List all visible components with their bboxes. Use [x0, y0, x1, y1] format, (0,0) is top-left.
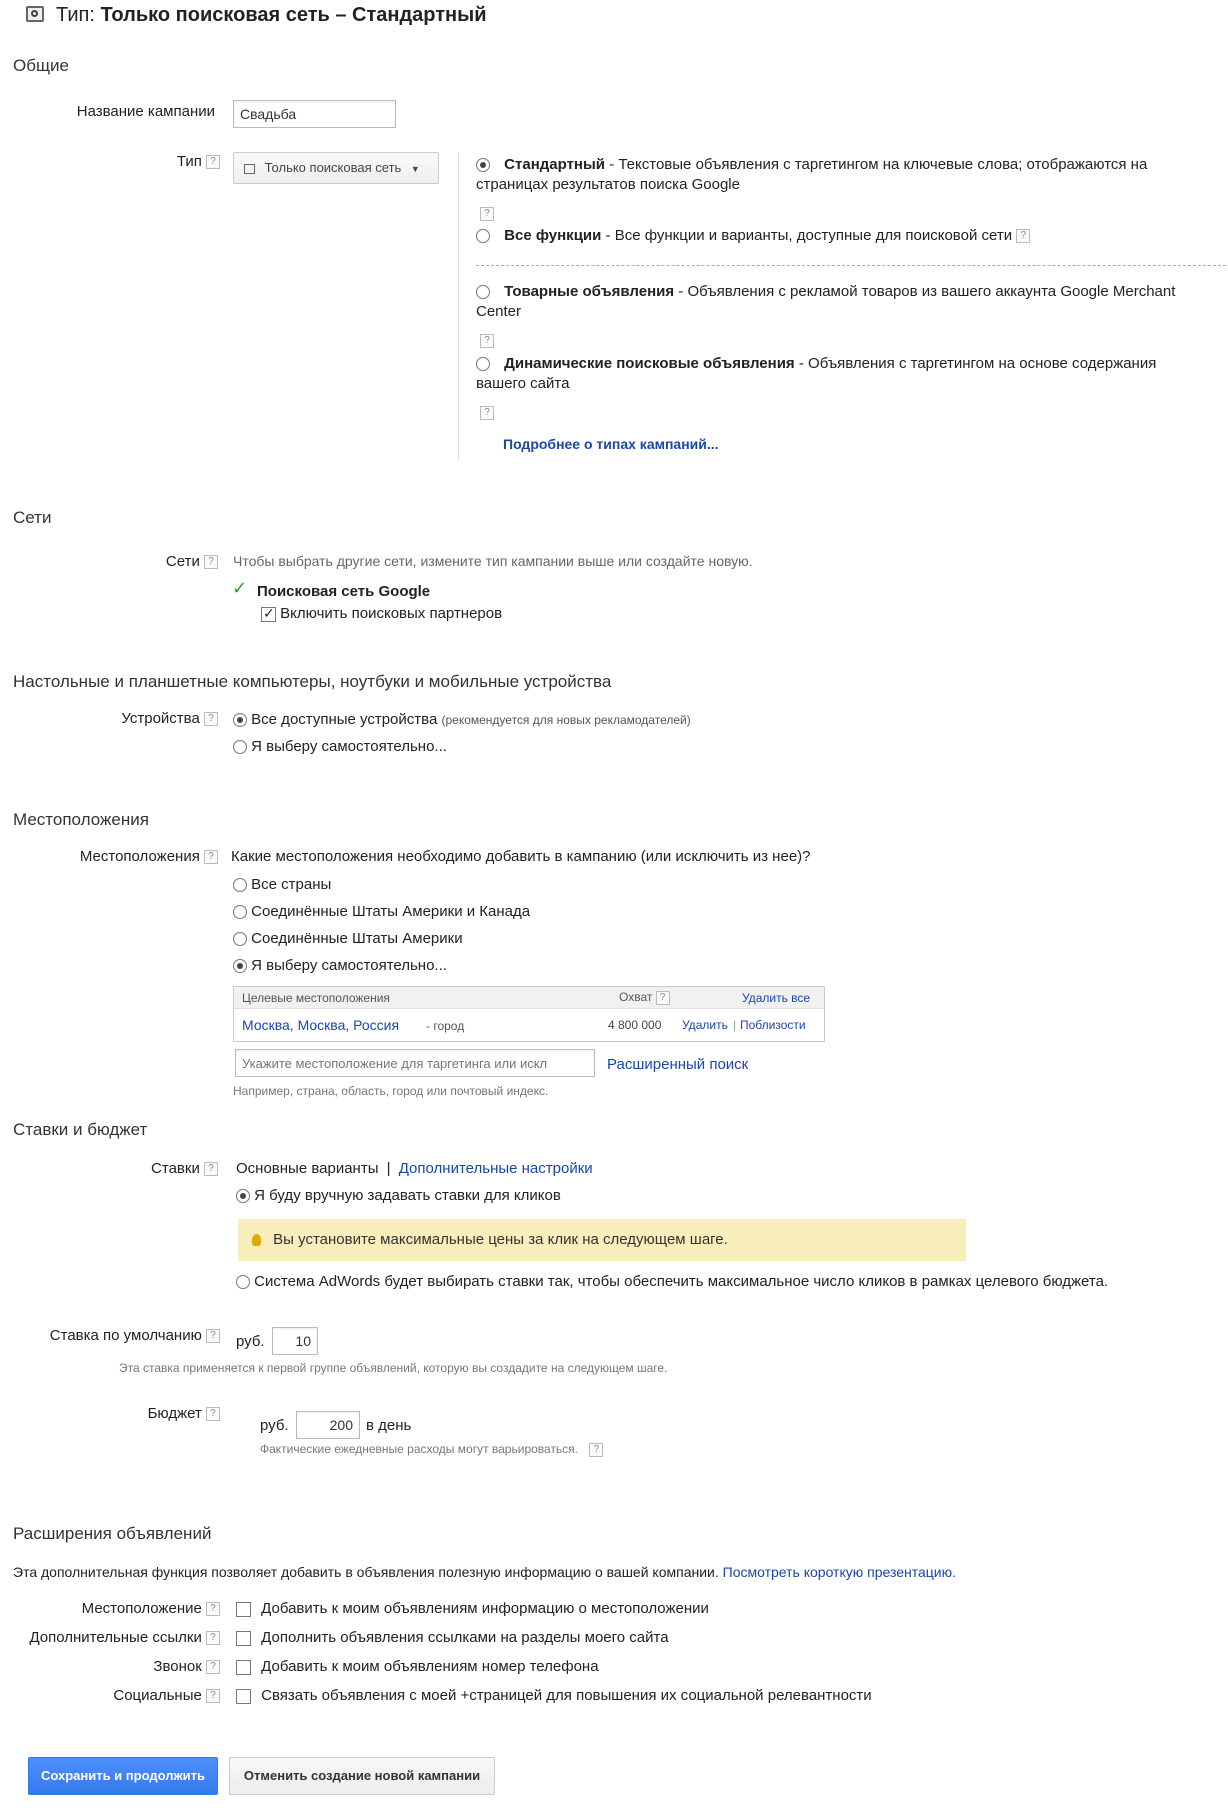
include-partners-checkbox[interactable]	[261, 607, 276, 622]
bid-mode-separator: |	[386, 1160, 391, 1177]
bid-option-manual-label: Я буду вручную задавать ставки для кликов	[254, 1187, 561, 1204]
bids-label-text: Ставки	[151, 1160, 200, 1177]
location-option-label: Соединённые Штаты Америки	[251, 930, 463, 947]
location-reach: 4 800 000	[608, 1018, 662, 1032]
devices-option-all-label: Все доступные устройства	[251, 711, 438, 728]
campaign-name-input[interactable]	[233, 100, 396, 128]
section-title-devices: Настольные и планшетные компьютеры, ноутбуки и мобильные устройства	[13, 672, 612, 691]
type-option-shopping-title: Товарные объявления	[504, 283, 675, 300]
default-bid-input[interactable]	[272, 1327, 318, 1355]
advanced-search-link[interactable]: Расширенный поиск	[607, 1056, 749, 1073]
extension-checkbox-location[interactable]	[236, 1602, 251, 1617]
section-title-locations: Местоположения	[13, 810, 149, 829]
table-header	[234, 987, 824, 1009]
networks-label	[130, 553, 218, 570]
help-icon[interactable]: ?	[206, 1660, 220, 1674]
page-title-prefix: Тип:	[56, 4, 95, 26]
budget-note	[260, 1442, 603, 1457]
extensions-intro-text: Эта дополнительная функция позволяет добавить в объявления полезную информацию о вашей компании.	[13, 1564, 719, 1580]
search-network-icon	[244, 164, 255, 174]
type-option-all-title: Все функции	[504, 227, 602, 244]
col-reach-text: Охват	[619, 990, 653, 1004]
col-reach	[619, 990, 670, 1005]
type-option-standard-desc2: страницах результатов поиска Google	[476, 176, 740, 193]
budget-currency: руб.	[260, 1417, 289, 1434]
extension-checkbox-sitelinks[interactable]	[236, 1631, 251, 1646]
locations-label	[50, 848, 218, 865]
type-option-standard[interactable]	[476, 155, 1147, 195]
help-icon[interactable]: ?	[204, 1162, 218, 1176]
type-option-shopping-desc: - Объявления с рекламой товаров из вашего аккаунта Google Merchant	[678, 283, 1176, 300]
help-icon[interactable]: ?	[206, 1689, 220, 1703]
section-title-general: Общие	[13, 56, 69, 75]
extension-text: Дополнить объявления ссылками на разделы моего сайта	[261, 1629, 669, 1646]
type-options-dashed-divider	[476, 265, 1226, 266]
type-option-all-desc: - Все функции и варианты, доступные для поисковой сети	[605, 227, 1013, 244]
help-icon[interactable]: ?	[206, 1602, 220, 1616]
budget-per-day: в день	[366, 1417, 412, 1434]
help-icon[interactable]: ?	[656, 991, 670, 1005]
location-example-hint: Например, страна, область, город или почтовый индекс.	[233, 1084, 549, 1098]
extension-text: Добавить к моим объявлениям информацию о местоположении	[261, 1600, 709, 1617]
bid-tip-banner	[238, 1219, 966, 1261]
extension-checkbox-social[interactable]	[236, 1689, 251, 1704]
help-icon[interactable]: ?	[206, 1631, 220, 1645]
location-option-label: Все страны	[251, 876, 332, 893]
devices-option-self-label: Я выберу самостоятельно...	[251, 738, 447, 755]
radio-dynamic[interactable]	[476, 357, 490, 371]
type-option-dynamic-title: Динамические поисковые объявления	[504, 355, 795, 372]
target-locations-table	[233, 986, 825, 1042]
bid-mode-advanced-link[interactable]: Дополнительные настройки	[398, 1160, 593, 1177]
type-options-divider	[458, 152, 459, 460]
section-title-bidding: Ставки и бюджет	[13, 1120, 148, 1139]
radio-location[interactable]	[233, 905, 247, 919]
type-option-all[interactable]	[476, 227, 1030, 244]
type-option-standard-desc: - Текстовые объявления с таргетингом на ключевые слова; отображаются на	[609, 156, 1148, 173]
campaign-name-label: Название кампании	[76, 103, 215, 120]
extension-option-location[interactable]	[236, 1600, 709, 1617]
extension-label-text: Дополнительные ссылки	[29, 1629, 202, 1646]
page-title-value: Только поисковая сеть – Стандартный	[100, 4, 487, 26]
type-option-dynamic[interactable]	[476, 354, 1156, 394]
help-icon[interactable]: ?	[204, 850, 218, 864]
location-type: - город	[426, 1019, 465, 1033]
default-bid-label	[20, 1327, 220, 1344]
radio-location[interactable]	[233, 932, 247, 946]
devices-option-self[interactable]	[233, 738, 447, 755]
locations-label-text: Местоположения	[79, 848, 200, 865]
help-icon[interactable]: ?	[206, 1329, 220, 1343]
extension-label-social	[20, 1687, 220, 1704]
google-search-network: Поисковая сеть Google	[257, 583, 431, 600]
networks-hint: Чтобы выбрать другие сети, измените тип кампании выше или создайте новую.	[233, 553, 753, 569]
type-option-dynamic-desc: - Объявления с таргетингом на основе содержания	[798, 355, 1157, 372]
type-label-text: Тип	[176, 153, 202, 170]
location-option[interactable]	[233, 876, 331, 893]
radio-all-features[interactable]	[476, 229, 490, 243]
devices-label-text: Устройства	[121, 710, 200, 727]
help-icon[interactable]: ?	[480, 334, 494, 348]
cancel-campaign-button[interactable]: Отменить создание новой кампании	[229, 1757, 495, 1795]
extension-text: Добавить к моим объявлениям номер телефона	[261, 1658, 599, 1675]
extension-label-text: Социальные	[113, 1687, 202, 1704]
networks-label-text: Сети	[165, 553, 200, 570]
section-title-networks: Сети	[13, 508, 52, 527]
help-icon[interactable]: ?	[204, 555, 218, 569]
include-partners-label: Включить поисковых партнеров	[280, 605, 503, 622]
table-row	[234, 1009, 824, 1041]
help-icon[interactable]: ?	[480, 406, 494, 420]
location-search-input[interactable]	[235, 1049, 595, 1077]
extensions-intro	[13, 1564, 956, 1580]
campaign-type-dropdown[interactable]	[233, 152, 439, 184]
extension-checkbox-call[interactable]	[236, 1660, 251, 1675]
default-bid-label-text: Ставка по умолчанию	[49, 1327, 202, 1344]
chevron-down-icon: ▼	[410, 164, 420, 174]
bid-option-manual[interactable]	[236, 1187, 561, 1204]
type-option-shopping[interactable]	[476, 282, 1175, 322]
help-icon[interactable]: ?	[589, 1443, 603, 1457]
radio-standard[interactable]	[476, 158, 490, 172]
save-and-continue-button[interactable]: Сохранить и продолжить	[28, 1757, 218, 1795]
radio-shopping[interactable]	[476, 285, 490, 299]
extension-option-social[interactable]	[236, 1687, 872, 1704]
bid-tip-text: Вы установите максимальные цены за клик на следующем шаге.	[273, 1231, 728, 1248]
extension-label-call	[20, 1658, 220, 1675]
radio-all-devices[interactable]	[233, 713, 247, 727]
type-label	[150, 153, 220, 170]
budget-label-text: Бюджет	[147, 1405, 202, 1422]
devices-option-all-note: (рекомендуется для новых рекламодателей)	[441, 713, 691, 727]
remove-location-link[interactable]: Удалить	[682, 1018, 728, 1032]
radio-location[interactable]	[233, 959, 247, 973]
remove-all-link[interactable]: Удалить все	[742, 991, 811, 1005]
radio-choose-devices[interactable]	[233, 740, 247, 754]
lightbulb-icon	[252, 1234, 261, 1246]
help-icon[interactable]: ?	[206, 155, 220, 169]
col-target-locations: Целевые местоположения	[242, 991, 390, 1005]
extension-option-call[interactable]	[236, 1658, 599, 1675]
devices-label	[90, 710, 218, 727]
checkmark-icon: ✓	[232, 578, 248, 598]
section-title-extensions: Расширения объявлений	[13, 1524, 212, 1543]
bid-option-auto-label: Система AdWords будет выбирать ставки так, чтобы обеспечить максимальное число кликов в рамках целевого бюджета.	[254, 1273, 1109, 1290]
type-option-shopping-desc2: Center	[476, 303, 522, 320]
nearby-link[interactable]: Поблизости	[740, 1018, 806, 1032]
presentation-link[interactable]: Посмотреть короткую презентацию.	[722, 1564, 957, 1580]
bid-option-auto[interactable]	[236, 1273, 1108, 1290]
budget-input[interactable]	[296, 1411, 360, 1439]
extension-option-sitelinks[interactable]	[236, 1629, 669, 1646]
radio-manual-bids[interactable]	[236, 1189, 250, 1203]
type-option-standard-title: Стандартный	[504, 156, 606, 173]
budget-label	[120, 1405, 220, 1422]
help-icon[interactable]: ?	[204, 712, 218, 726]
default-bid-note: Эта ставка применяется к первой группе объявлений, которую вы создадите на следующем шаге.	[119, 1361, 668, 1375]
location-option-label: Соединённые Штаты Америки и Канада	[251, 903, 531, 920]
radio-location[interactable]	[233, 878, 247, 892]
campaign-type-dropdown-value: Только поисковая сеть	[264, 160, 402, 175]
type-option-dynamic-desc2: вашего сайта	[476, 375, 570, 392]
help-icon[interactable]: ?	[206, 1407, 220, 1421]
help-icon[interactable]: ?	[480, 207, 494, 221]
locations-question: Какие местоположения необходимо добавить в кампанию (или исключить из нее)?	[231, 848, 811, 865]
devices-option-all[interactable]	[233, 711, 691, 728]
extension-label-text: Местоположение	[81, 1600, 202, 1617]
extension-label-location	[20, 1600, 220, 1617]
location-name-link[interactable]: Москва, Москва, Россия	[242, 1017, 400, 1033]
extension-label-text: Звонок	[153, 1658, 202, 1675]
bids-label	[110, 1160, 218, 1177]
budget-note-text: Фактические ежедневные расходы могут варьироваться.	[260, 1442, 579, 1456]
help-icon[interactable]: ?	[1016, 229, 1030, 243]
campaign-type-icon	[26, 6, 44, 22]
location-option-label: Я выберу самостоятельно...	[251, 957, 447, 974]
extension-label-sitelinks	[0, 1629, 220, 1646]
radio-auto-bids[interactable]	[236, 1275, 250, 1289]
link-separator: |	[733, 1018, 737, 1032]
default-bid-currency: руб.	[236, 1333, 265, 1350]
page-title	[56, 4, 487, 27]
bid-mode-basic[interactable]: Основные варианты	[236, 1160, 379, 1177]
bid-mode-tabs	[236, 1160, 593, 1177]
location-option[interactable]	[233, 957, 447, 974]
include-partners-option[interactable]	[261, 605, 502, 622]
location-option[interactable]	[233, 903, 530, 920]
extension-text: Связать объявления с моей +страницей для повышения их социальной релевантности	[261, 1687, 872, 1704]
location-option[interactable]	[233, 930, 463, 947]
campaign-types-more-link[interactable]: Подробнее о типах кампаний...	[503, 436, 719, 452]
